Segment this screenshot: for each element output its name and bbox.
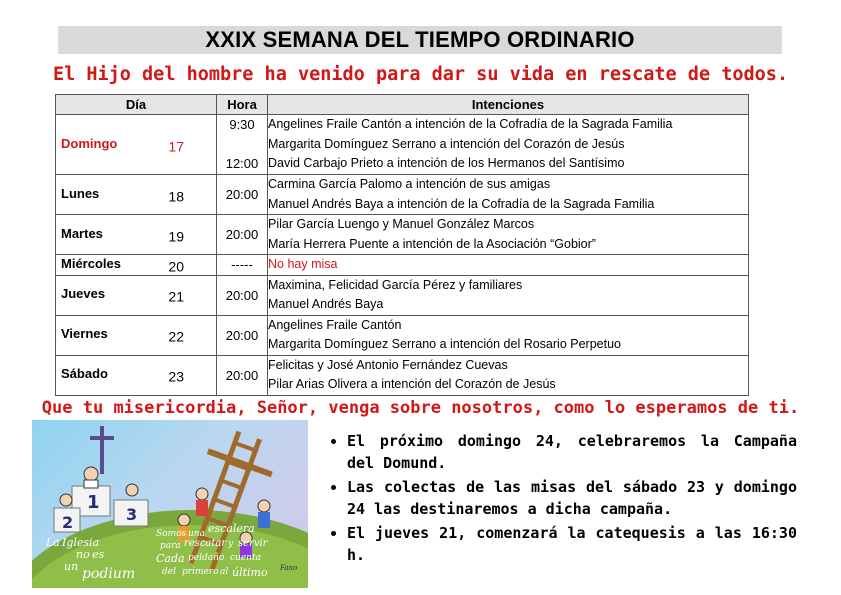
table-row	[56, 255, 749, 276]
intentions-cell	[268, 315, 749, 355]
day-name: Viernes	[61, 326, 108, 341]
illus-text: al	[220, 567, 229, 577]
hour-cell	[217, 115, 268, 175]
hour-value: 9:30	[229, 117, 255, 133]
podium-number: 1	[87, 492, 100, 513]
day-cell	[56, 115, 217, 175]
table-row	[56, 115, 749, 175]
table-row	[56, 215, 749, 255]
intentions-cell	[268, 175, 749, 215]
intentions-cell	[268, 355, 749, 395]
illus-text: peldaño	[188, 553, 225, 563]
intention-line: Manuel Andrés Baya	[268, 297, 384, 311]
day-number: 19	[168, 228, 184, 245]
illus-text: para	[160, 541, 181, 551]
day-cell	[56, 255, 217, 276]
illus-text: y	[228, 539, 234, 549]
gospel-subtitle: El Hijo del hombre ha venido para dar su vida en rescate de todos.	[52, 64, 789, 85]
illus-text: servir	[238, 538, 268, 549]
illus-text: rescatar	[184, 538, 227, 549]
day-cell	[56, 355, 217, 395]
hour-value: 20:00	[217, 275, 268, 315]
church-ladder-illustration	[32, 420, 308, 588]
day-cell	[56, 215, 217, 255]
table-row	[56, 275, 749, 315]
hour-value: -----	[217, 255, 268, 276]
illus-text: un	[64, 560, 79, 573]
header-hour: Hora	[217, 95, 268, 115]
intention-line: Manuel Andrés Baya a intención de la Cofradía de la Sagrada Familia	[268, 196, 655, 211]
hour-value: 20:00	[217, 175, 268, 215]
illus-text: es	[92, 548, 105, 561]
day-number: 18	[168, 188, 184, 205]
illus-text: escalera	[208, 522, 255, 535]
hour-value: 12:00	[225, 156, 259, 172]
intention-line: David Carbajo Prieto a intención de los Hermanos del Santísimo	[268, 156, 625, 171]
day-name: Lunes	[61, 185, 100, 201]
header-intentions: Intenciones	[268, 95, 749, 115]
day-cell	[56, 315, 217, 355]
psalm-subtitle: Que tu misericordia, Señor, venga sobre nosotros, como lo esperamos de ti.	[41, 398, 800, 418]
announcements	[323, 430, 797, 568]
day-cell	[56, 175, 217, 215]
hour-value: 20:00	[217, 355, 268, 395]
intention-line: Pilar Arias Olivera a intención del Corazón de Jesús	[268, 377, 556, 391]
artist-signature: Fano	[280, 564, 298, 572]
intentions-cell	[268, 215, 749, 255]
illus-text: La	[46, 536, 60, 549]
podium-number: 3	[126, 505, 138, 524]
no-mass-notice: No hay misa	[268, 257, 338, 271]
day-number: 20	[168, 258, 184, 275]
hour-value: 20:00	[217, 315, 268, 355]
announcement-list	[323, 430, 797, 566]
table-row	[56, 355, 749, 395]
intentions-cell	[268, 255, 749, 276]
day-cell	[56, 275, 217, 315]
intention-line: Angelines Fraile Cantón	[268, 317, 402, 332]
intention-line: Angelines Fraile Cantón a intención de la Cofradía de la Sagrada Familia	[268, 117, 673, 132]
announcement-item: • Las colectas de las misas del sábado 23 y domingo 24 las destinaremos a dicha campaña.	[347, 476, 797, 520]
podium-number: 2	[62, 513, 74, 532]
day-number: 21	[168, 288, 184, 305]
illus-text: podium	[82, 566, 136, 582]
illus-text: una	[188, 529, 205, 539]
table-row	[56, 315, 749, 355]
day-name: Miércoles	[61, 255, 121, 271]
table-row	[56, 175, 749, 215]
illus-text: del	[162, 567, 176, 577]
illus-text: Iglesia	[62, 536, 100, 549]
intention-line: Pilar García Luengo y Manuel González Marcos	[268, 217, 535, 231]
intentions-cell	[268, 115, 749, 175]
day-number: 23	[168, 368, 184, 385]
intention-line: Margarita Domínguez Serrano a intención del Rosario Perpetuo	[268, 337, 621, 351]
day-name: Domingo	[61, 135, 118, 151]
intention-line: María Herrera Puente a intención de la Asociación “Gobior”	[268, 236, 596, 251]
illus-text: Somos	[156, 529, 187, 539]
day-number: 17	[168, 138, 184, 155]
day-number: 22	[168, 328, 184, 345]
intention-line: Felicitas y José Antonio Fernández Cuevas	[268, 357, 508, 372]
illus-text: último	[232, 566, 268, 579]
day-name: Jueves	[61, 286, 106, 301]
announcement-item: • El próximo domingo 24, celebraremos la Campaña del Domund.	[347, 430, 797, 474]
mass-schedule-table	[55, 94, 749, 396]
illus-text: primero	[182, 567, 219, 577]
header-day: Día	[56, 95, 217, 115]
illus-text: Cada	[156, 552, 185, 565]
intention-line: Carmina García Palomo a intención de sus amigas	[268, 177, 551, 191]
illus-text: no	[76, 548, 90, 561]
day-name: Martes	[61, 225, 103, 241]
intentions-cell	[268, 275, 749, 315]
day-name: Sábado	[61, 366, 108, 381]
intention-line: Margarita Domínguez Serrano a intención del Corazón de Jesús	[268, 136, 625, 151]
illus-text: cuenta	[230, 553, 261, 563]
illustration-svg	[32, 420, 308, 588]
page-title: XXIX SEMANA DEL TIEMPO ORDINARIO	[58, 26, 782, 54]
hour-value: 20:00	[217, 215, 268, 255]
intention-line: Maximina, Felicidad García Pérez y familiares	[268, 277, 523, 292]
announcement-item: • El jueves 21, comenzará la catequesis a las 16:30 h.	[347, 522, 797, 566]
